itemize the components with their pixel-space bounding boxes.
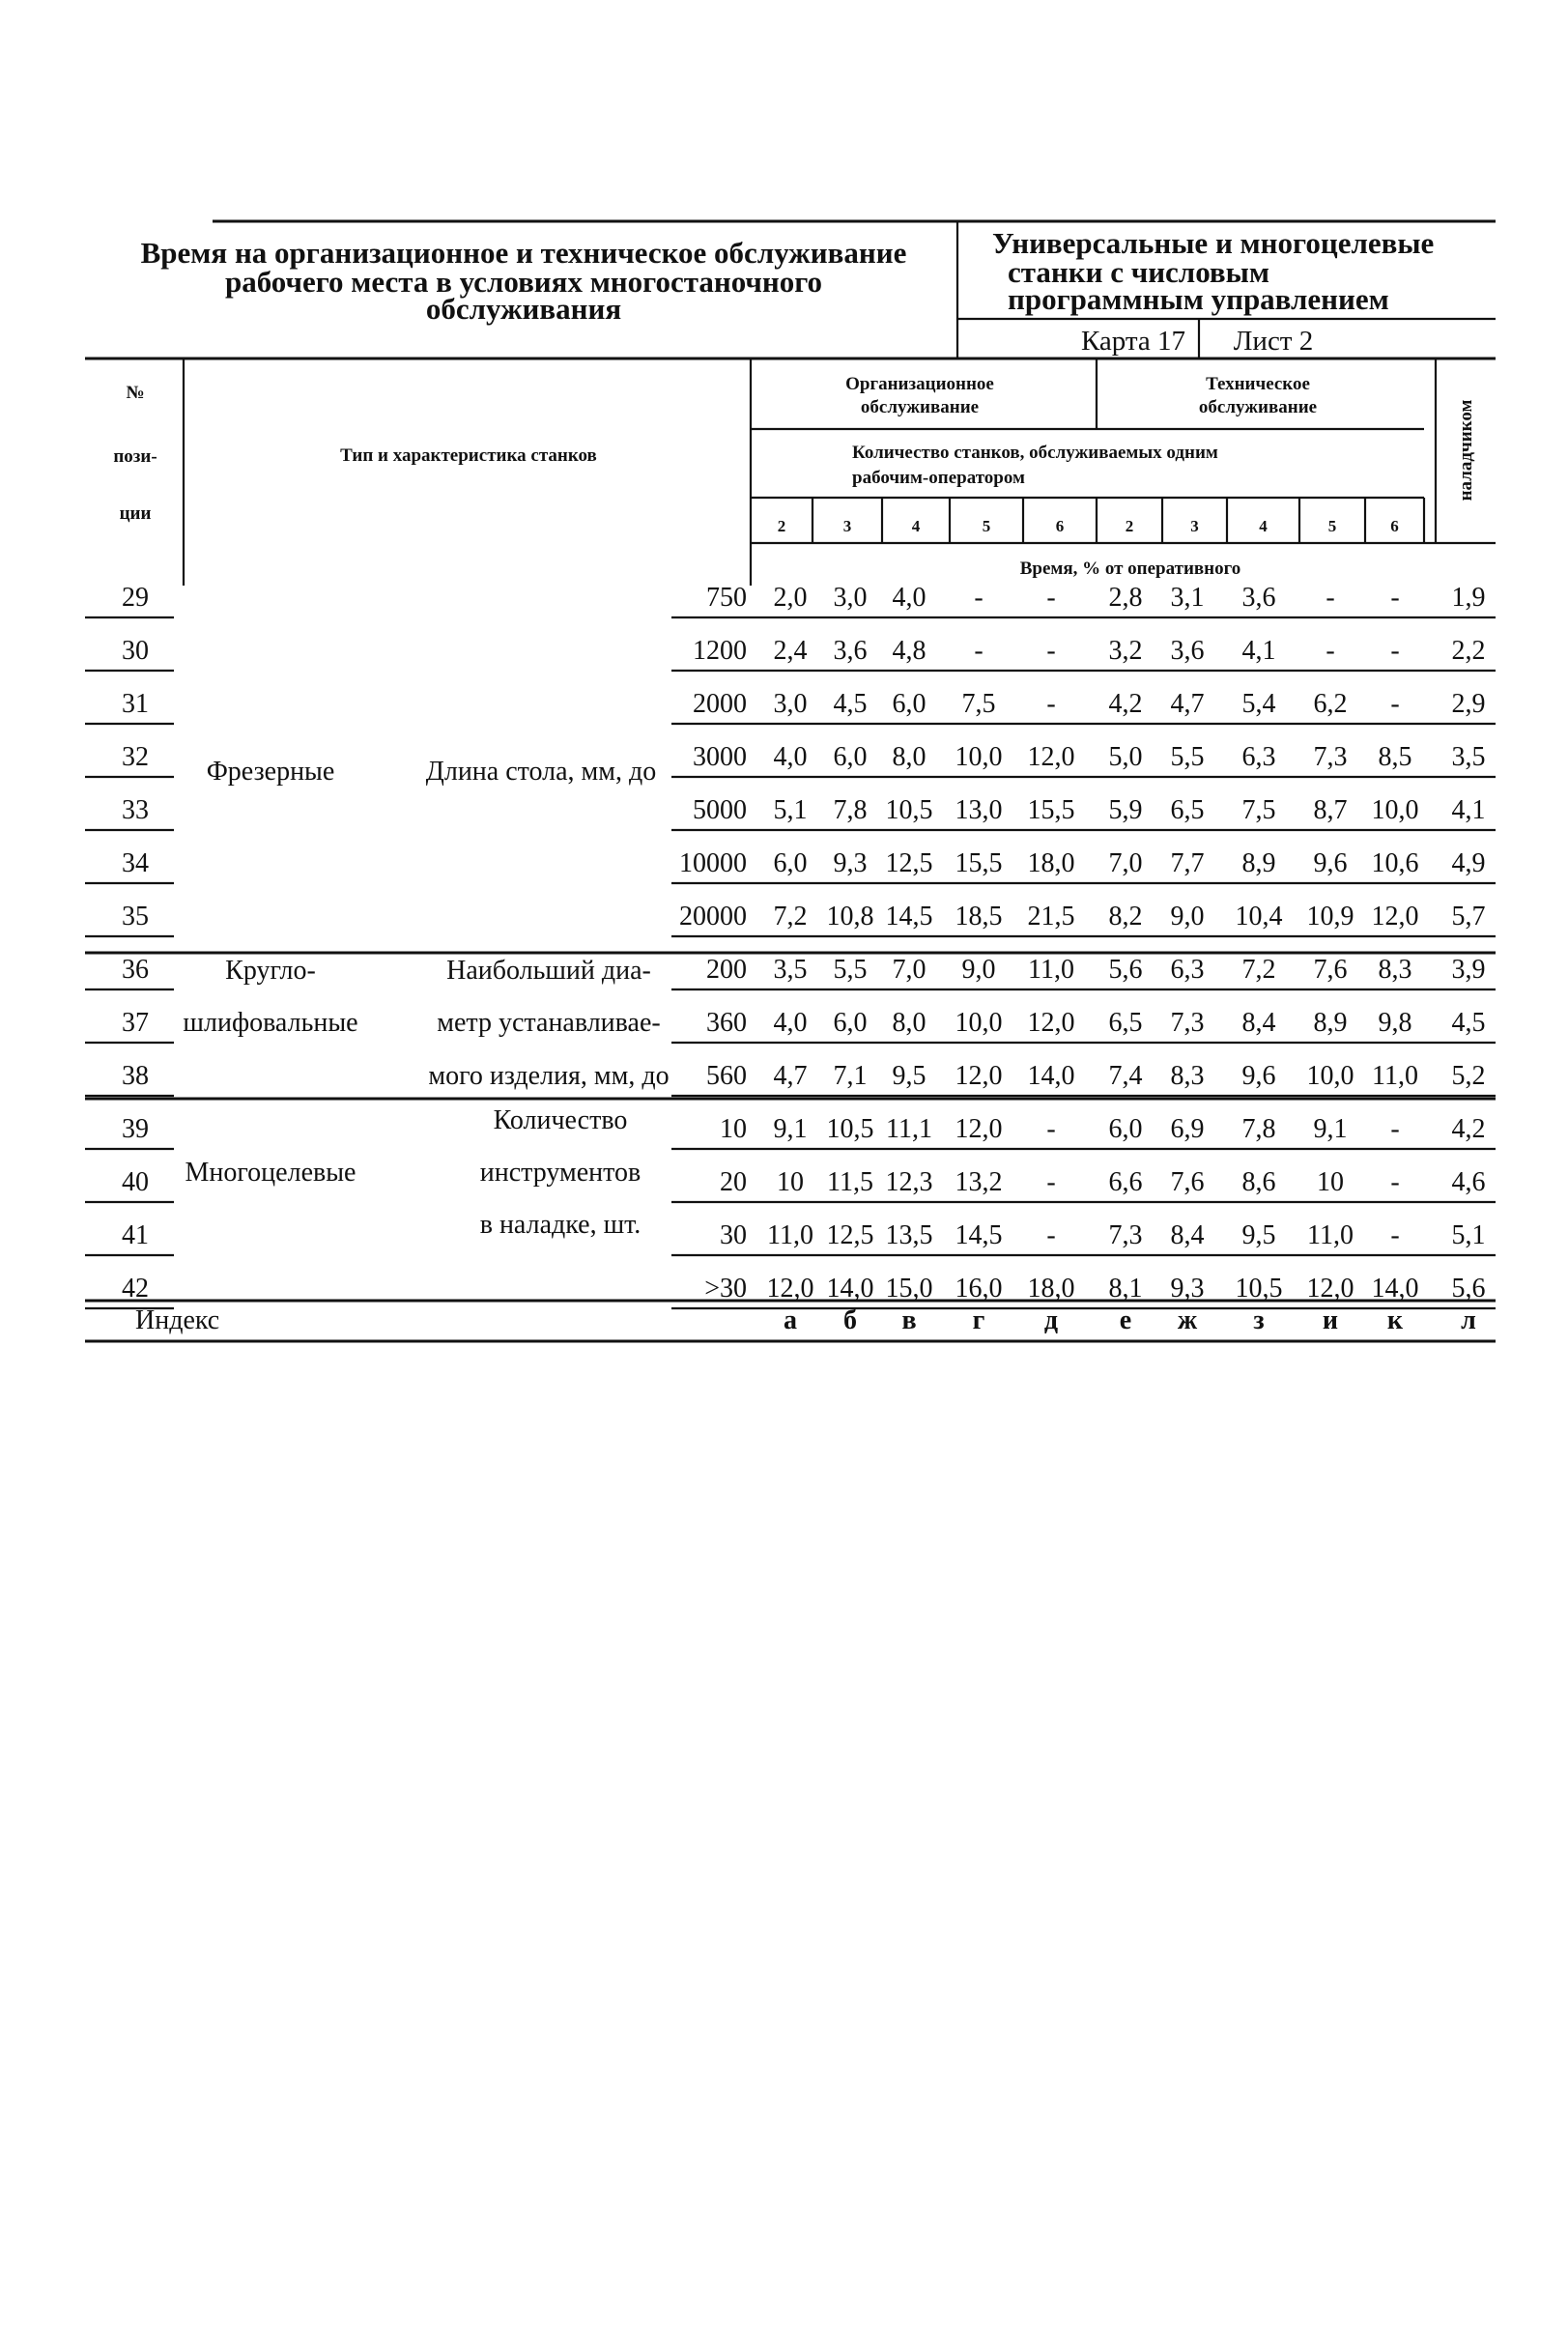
time-value: 3,6: [1170, 636, 1205, 666]
position-number: 32: [122, 742, 149, 772]
time-value: 12,0: [1027, 1008, 1075, 1038]
time-value: 6,0: [773, 848, 808, 878]
time-value: 7,6: [1313, 955, 1348, 985]
group-name-grinding-2: шлифовальные: [183, 1008, 358, 1038]
category-line-2: станки с числовым: [1008, 255, 1269, 289]
time-value: 9,3: [833, 848, 868, 878]
position-header-line-1: №: [126, 383, 145, 403]
position-number: 34: [122, 848, 149, 878]
time-value: 10,5: [885, 795, 933, 825]
time-value: 8,9: [1241, 848, 1276, 878]
time-value: 12,0: [766, 1274, 814, 1304]
time-value: 7,2: [773, 902, 808, 931]
time-value: 6,0: [892, 689, 927, 719]
parameter-value: 20: [720, 1167, 747, 1197]
time-value: 14,0: [1371, 1274, 1419, 1304]
time-caption: Время, % от оперативного: [1019, 559, 1241, 579]
time-value: 8,3: [1170, 1061, 1205, 1091]
card-label: Карта 17: [1080, 326, 1186, 357]
time-value: 10,6: [1371, 848, 1419, 878]
time-value: 13,2: [955, 1167, 1003, 1197]
time-value: 2,4: [773, 636, 808, 666]
index-letter: ж: [1177, 1305, 1198, 1335]
time-value: 7,3: [1170, 1008, 1205, 1038]
count-label-6: 6: [1055, 517, 1065, 535]
count-label-4: 4: [911, 517, 921, 535]
time-value: 8,0: [892, 1008, 927, 1038]
table-row: [122, 1114, 1486, 1144]
table-row: [122, 955, 1486, 985]
time-value: 6,0: [833, 742, 868, 772]
time-value: 8,1: [1108, 1274, 1143, 1304]
count-label-6: 6: [1390, 517, 1399, 535]
position-number: 37: [122, 1008, 149, 1038]
time-value: 14,5: [955, 1220, 1003, 1250]
title-block: [141, 221, 1496, 358]
parameter-value: 20000: [679, 902, 747, 931]
tech-service-header-line-2: обслуживание: [1198, 397, 1318, 417]
time-value: 11,0: [1307, 1220, 1354, 1250]
time-value: 12,0: [955, 1114, 1003, 1144]
time-value: 4,5: [833, 689, 868, 719]
group-char-grinding-1: Наибольший диа-: [446, 956, 651, 986]
time-value: 3,0: [833, 583, 868, 613]
parameter-value: 200: [706, 955, 747, 985]
time-value: -: [1046, 689, 1056, 719]
time-value: 6,0: [833, 1008, 868, 1038]
position-number: 40: [122, 1167, 149, 1197]
group-char-milling: Длина стола, мм, до: [425, 757, 657, 787]
count-label-5: 5: [982, 517, 991, 535]
time-value: 7,5: [961, 689, 996, 719]
time-value: 8,4: [1170, 1220, 1205, 1250]
index-letter: б: [843, 1305, 857, 1335]
time-value: 7,4: [1108, 1061, 1143, 1091]
index-letter: д: [1043, 1305, 1059, 1335]
time-value: 6,3: [1170, 955, 1205, 985]
time-value: -: [1326, 636, 1335, 666]
index-letter: е: [1119, 1305, 1132, 1335]
time-value: 8,4: [1241, 1008, 1276, 1038]
group-char-multipurpose-3: в наладке, шт.: [479, 1210, 641, 1240]
time-value: -: [1046, 1167, 1056, 1197]
group-name-multipurpose: Многоцелевые: [185, 1158, 356, 1188]
machine-count-header-line-1: Количество станков, обслуживаемых одним: [852, 443, 1218, 463]
time-value: 10,5: [1235, 1274, 1283, 1304]
time-value: 3,6: [833, 636, 868, 666]
time-value: 10,5: [826, 1114, 874, 1144]
position-number: 41: [122, 1220, 149, 1250]
time-value: 10,0: [1371, 795, 1419, 825]
time-value: 3,0: [773, 689, 808, 719]
time-value: 11,0: [767, 1220, 813, 1250]
time-value: 8,9: [1313, 1008, 1348, 1038]
group-char-multipurpose-1: Количество: [493, 1105, 628, 1135]
time-value: 9,0: [961, 955, 996, 985]
table-row: [122, 1061, 1486, 1091]
org-service-header-line-1: Организационное: [845, 374, 994, 394]
time-value: 3,9: [1451, 955, 1486, 985]
time-value: 6,2: [1313, 689, 1348, 719]
time-value: -: [1390, 583, 1400, 613]
time-value: 9,6: [1241, 1061, 1276, 1091]
time-value: -: [1046, 636, 1056, 666]
time-value: 5,5: [833, 955, 868, 985]
time-value: 14,5: [885, 902, 933, 931]
position-number: 36: [122, 955, 149, 985]
time-value: 11,0: [1372, 1061, 1418, 1091]
time-value: 10: [1317, 1167, 1344, 1197]
time-value: 7,5: [1241, 795, 1276, 825]
group-char-grinding-2: метр устанавливае-: [437, 1008, 661, 1038]
category-line-3: программным управлением: [1008, 282, 1389, 316]
time-value: 4,8: [892, 636, 927, 666]
time-value: 7,7: [1170, 848, 1205, 878]
time-value: -: [1390, 1167, 1400, 1197]
position-number: 33: [122, 795, 149, 825]
parameter-value: 560: [706, 1061, 747, 1091]
parameter-value: 750: [706, 583, 747, 613]
machine-count-header-line-2: рабочим-оператором: [852, 468, 1025, 488]
org-service-header-line-2: обслуживание: [860, 397, 980, 417]
time-value: 13,0: [955, 795, 1003, 825]
time-value: -: [1390, 636, 1400, 666]
time-value: -: [974, 636, 984, 666]
time-value: 10,0: [1306, 1061, 1354, 1091]
time-value: 9,5: [892, 1061, 927, 1091]
title-line-1: Время на организационное и техническое обслуживание: [140, 236, 907, 270]
title-line-2: рабочего места в условиях многостаночного: [224, 265, 823, 299]
parameter-value: >30: [704, 1274, 747, 1304]
time-value: 8,0: [892, 742, 927, 772]
time-value: 18,0: [1027, 1274, 1075, 1304]
parameter-value: 10000: [679, 848, 747, 878]
count-label-2: 2: [1125, 517, 1134, 535]
time-value: 12,0: [1306, 1274, 1354, 1304]
time-value: 10,4: [1235, 902, 1283, 931]
time-value: 9,6: [1313, 848, 1348, 878]
time-value: -: [1390, 689, 1400, 719]
time-value: 21,5: [1027, 902, 1075, 931]
time-value: 10,8: [826, 902, 874, 931]
time-value: 10,9: [1306, 902, 1354, 931]
time-value: 4,9: [1451, 848, 1486, 878]
time-value: 8,5: [1378, 742, 1412, 772]
time-value: 3,5: [1451, 742, 1486, 772]
time-value: 15,5: [1027, 795, 1075, 825]
time-value: 12,0: [1027, 742, 1075, 772]
table-row: [122, 848, 1486, 878]
count-label-5: 5: [1327, 517, 1337, 535]
time-value: 4,0: [892, 583, 927, 613]
time-value: 10: [777, 1167, 804, 1197]
index-row: [135, 1305, 1476, 1335]
position-header-line-2: пози-: [113, 446, 157, 467]
table-row: [122, 902, 1486, 931]
time-value: 9,3: [1170, 1274, 1205, 1304]
time-value: 2,8: [1108, 583, 1143, 613]
time-value: 11,1: [886, 1114, 932, 1144]
time-value: 3,1: [1170, 583, 1205, 613]
time-value: 7,8: [1241, 1114, 1276, 1144]
group-char-multipurpose-2: инструментов: [479, 1158, 641, 1188]
time-value: 10,0: [955, 1008, 1003, 1038]
time-value: 5,1: [1451, 1220, 1486, 1250]
table-rows: [122, 583, 1486, 1304]
category-line-1: Универсальные и многоцелевые: [992, 226, 1435, 260]
time-value: 6,9: [1170, 1114, 1205, 1144]
time-value: -: [1046, 583, 1056, 613]
time-value: 16,0: [955, 1274, 1003, 1304]
parameter-value: 5000: [693, 795, 747, 825]
time-value: -: [1326, 583, 1335, 613]
column-headers: [85, 358, 1496, 586]
group-name-grinding-1: Кругло-: [225, 956, 316, 986]
time-value: 4,1: [1241, 636, 1276, 666]
position-number: 39: [122, 1114, 149, 1144]
time-value: 12,5: [885, 848, 933, 878]
time-value: 10,0: [955, 742, 1003, 772]
time-value: 6,5: [1170, 795, 1205, 825]
time-value: 8,3: [1378, 955, 1412, 985]
group-name-milling: Фрезерные: [206, 757, 335, 787]
time-value: 4,6: [1451, 1167, 1486, 1197]
index-letter: з: [1253, 1305, 1265, 1335]
time-value: 2,2: [1451, 636, 1486, 666]
title-line-3: обслуживания: [425, 292, 622, 326]
time-value: 5,1: [773, 795, 808, 825]
position-number: 31: [122, 689, 149, 719]
parameter-value: 1200: [693, 636, 747, 666]
time-value: 8,6: [1241, 1167, 1276, 1197]
index-letter: к: [1386, 1305, 1404, 1335]
time-value: 5,4: [1241, 689, 1276, 719]
time-value: 3,6: [1241, 583, 1276, 613]
time-value: 4,7: [1170, 689, 1205, 719]
time-value: 6,3: [1241, 742, 1276, 772]
time-value: 4,0: [773, 1008, 808, 1038]
index-letter: и: [1322, 1305, 1339, 1335]
index-letter: л: [1461, 1305, 1476, 1335]
count-label-4: 4: [1259, 517, 1268, 535]
time-value: 5,2: [1451, 1061, 1486, 1091]
time-value: 7,1: [833, 1061, 868, 1091]
time-value: 9,1: [773, 1114, 808, 1144]
parameter-value: 10: [720, 1114, 747, 1144]
time-value: 15,5: [955, 848, 1003, 878]
parameter-value: 2000: [693, 689, 747, 719]
position-header-line-3: ции: [119, 503, 152, 524]
time-value: 7,3: [1313, 742, 1348, 772]
time-value: 14,0: [826, 1274, 874, 1304]
time-value: 7,0: [1108, 848, 1143, 878]
time-value: 18,5: [955, 902, 1003, 931]
time-value: 8,7: [1313, 795, 1348, 825]
time-value: -: [1390, 1220, 1400, 1250]
time-value: 7,8: [833, 795, 868, 825]
table-row: [122, 795, 1486, 825]
time-value: 7,2: [1241, 955, 1276, 985]
time-value: 9,0: [1170, 902, 1205, 931]
time-value: 18,0: [1027, 848, 1075, 878]
time-value: 12,0: [955, 1061, 1003, 1091]
time-value: 13,5: [885, 1220, 933, 1250]
time-value: 9,5: [1241, 1220, 1276, 1250]
time-value: 15,0: [885, 1274, 933, 1304]
position-number: 29: [122, 583, 149, 613]
count-label-2: 2: [777, 517, 786, 535]
time-value: 4,2: [1451, 1114, 1486, 1144]
table-row: [122, 1220, 1486, 1250]
time-value: 6,5: [1108, 1008, 1143, 1038]
table-row: [122, 1274, 1486, 1304]
position-number: 35: [122, 902, 149, 931]
time-value: 5,6: [1451, 1274, 1486, 1304]
time-value: 4,2: [1108, 689, 1143, 719]
time-value: 12,5: [826, 1220, 874, 1250]
time-value: 5,9: [1108, 795, 1143, 825]
time-value: -: [1046, 1114, 1056, 1144]
time-value: 9,1: [1313, 1114, 1348, 1144]
index-letter: в: [901, 1305, 917, 1335]
parameter-value: 360: [706, 1008, 747, 1038]
time-value: 2,0: [773, 583, 808, 613]
time-value: -: [1046, 1220, 1056, 1250]
time-value: -: [974, 583, 984, 613]
time-value: 11,5: [827, 1167, 873, 1197]
time-value: 12,3: [885, 1167, 933, 1197]
time-value: 7,0: [892, 955, 927, 985]
time-value: 8,2: [1108, 902, 1143, 931]
time-value: 7,6: [1170, 1167, 1205, 1197]
position-number: 30: [122, 636, 149, 666]
time-value: 5,0: [1108, 742, 1143, 772]
sheet-label: Лист 2: [1233, 326, 1314, 357]
time-value: 4,7: [773, 1061, 808, 1091]
index-label: Индекс: [135, 1305, 220, 1335]
position-number: 38: [122, 1061, 149, 1091]
count-label-3: 3: [1190, 517, 1199, 535]
time-value: 4,1: [1451, 795, 1486, 825]
time-value: 12,0: [1371, 902, 1419, 931]
machine-type-header: Тип и характеристика станков: [340, 445, 597, 466]
time-value: 4,5: [1451, 1008, 1486, 1038]
time-value: 9,8: [1378, 1008, 1412, 1038]
time-value: 5,6: [1108, 955, 1143, 985]
index-letter: а: [784, 1305, 797, 1335]
time-value: 5,5: [1170, 742, 1205, 772]
time-value: 2,9: [1451, 689, 1486, 719]
time-value: 6,6: [1108, 1167, 1143, 1197]
time-value: -: [1390, 1114, 1400, 1144]
parameter-value: 30: [720, 1220, 747, 1250]
index-letter: г: [972, 1305, 985, 1335]
time-value: 14,0: [1027, 1061, 1075, 1091]
time-value: 1,9: [1451, 583, 1486, 613]
time-value: 3,2: [1108, 636, 1143, 666]
group-labels: [183, 757, 669, 1240]
position-number: 42: [122, 1274, 149, 1304]
time-value: 6,0: [1108, 1114, 1143, 1144]
count-label-3: 3: [842, 517, 852, 535]
adjuster-header: наладчиком: [1456, 399, 1476, 502]
time-value: 5,7: [1451, 902, 1486, 931]
time-value: 11,0: [1028, 955, 1074, 985]
group-char-grinding-3: мого изделия, мм, до: [428, 1061, 670, 1091]
tech-service-header-line-1: Техническое: [1206, 374, 1310, 394]
table-row: [122, 583, 1486, 613]
parameter-value: 3000: [693, 742, 747, 772]
time-value: 7,3: [1108, 1220, 1143, 1250]
time-value: 4,0: [773, 742, 808, 772]
table-row: [122, 689, 1486, 719]
time-value: 3,5: [773, 955, 808, 985]
table-row: [122, 636, 1486, 666]
